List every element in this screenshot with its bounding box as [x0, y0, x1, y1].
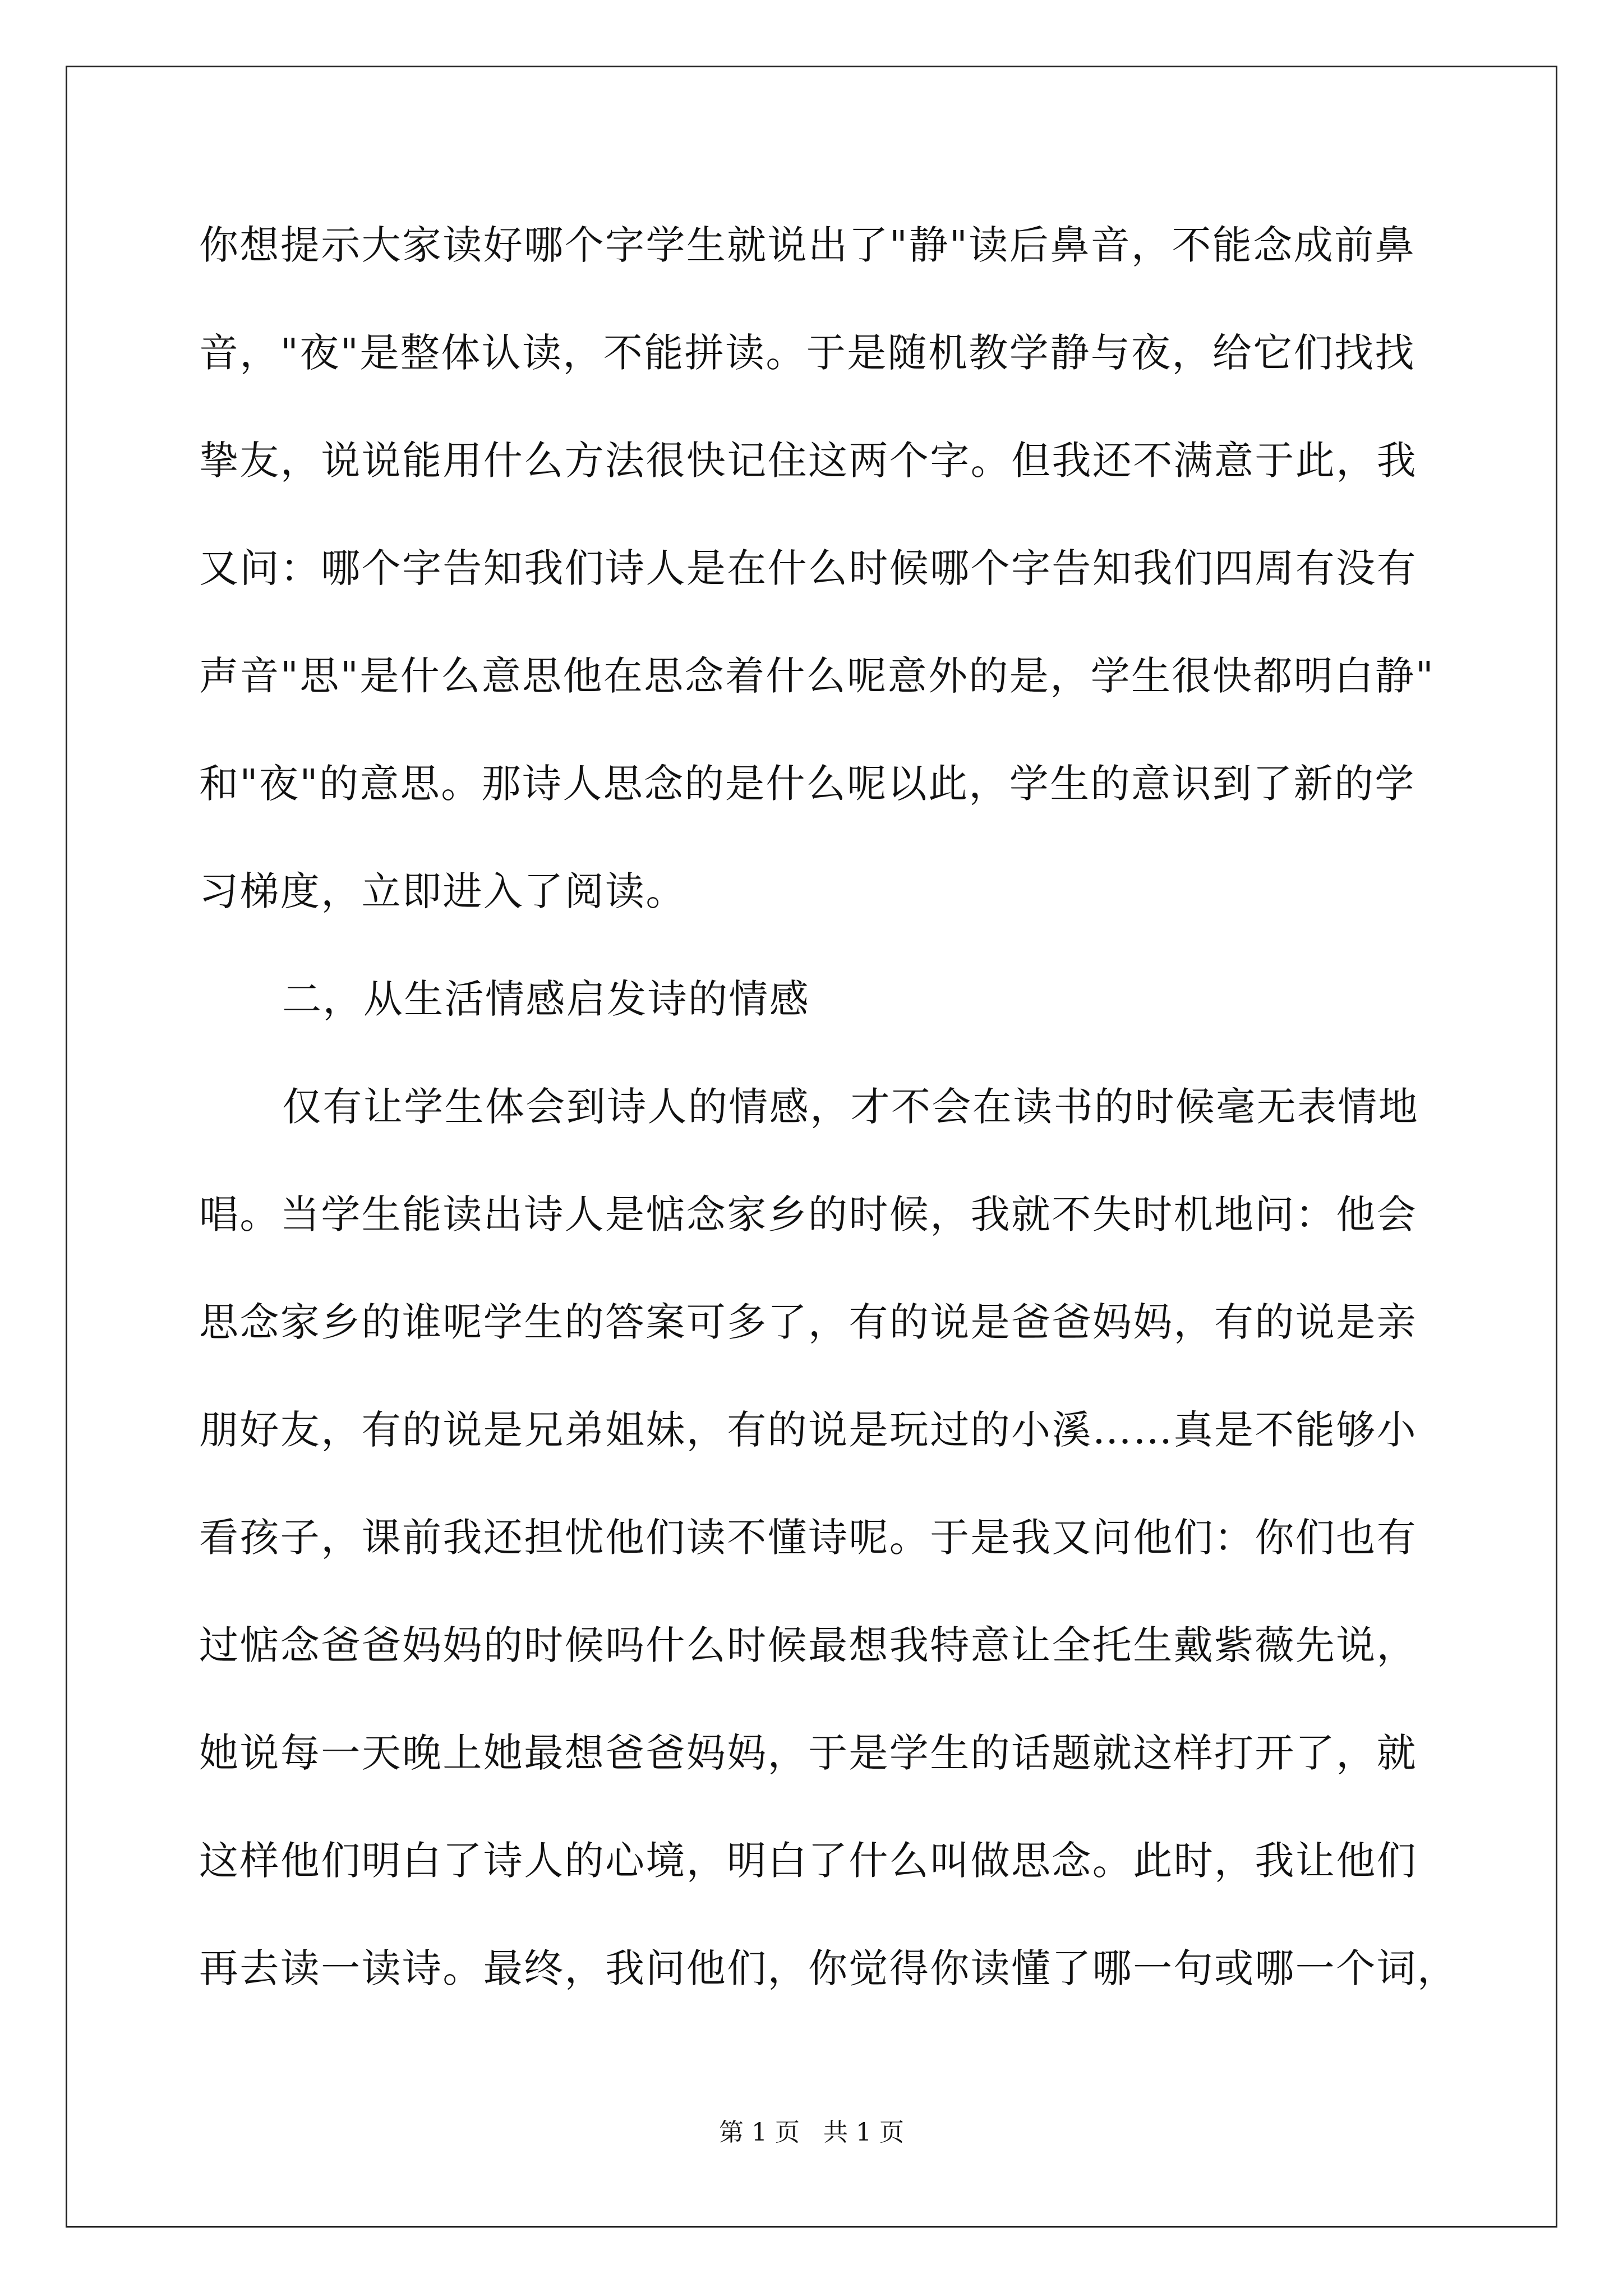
page-number-footer: 第 1 页 共 1 页: [719, 2118, 904, 2147]
section-heading: 二，从生活情感启发诗的情感: [282, 976, 810, 1022]
text-line: 声音"思"是什么意思他在思念着什么呢意外的是，学生很快都明白静": [199, 653, 1435, 699]
text-line: 再去读一读诗。最终，我问他们，你觉得你读懂了哪一句或哪一个词，: [199, 1945, 1458, 1991]
text-line: 音，"夜"是整体认读，不能拼读。于是随机教学静与夜，给它们找找: [199, 330, 1415, 376]
text-line: 看孩子，课前我还担忧他们读不懂诗呢。于是我又问他们：你们也有: [199, 1515, 1417, 1561]
text-line: 和"夜"的意思。那诗人思念的是什么呢以此，学生的意识到了新的学: [199, 761, 1415, 807]
text-line: 过惦念爸爸妈妈的时候吗什么时候最想我特意让全托生戴紫薇先说，: [199, 1622, 1417, 1668]
text-line: 习梯度，立即进入了阅读。: [199, 868, 686, 914]
text-line: 仅有让学生体会到诗人的情感，才不会在读书的时候毫无表情地: [282, 1084, 1419, 1130]
text-line: 思念家乡的谁呢学生的答案可多了，有的说是爸爸妈妈，有的说是亲: [199, 1299, 1417, 1345]
text-line: 朋好友，有的说是兄弟姐妹，有的说是玩过的小溪……真是不能够小: [199, 1407, 1417, 1453]
text-line: 你想提示大家读好哪个字学生就说出了"静"读后鼻音，不能念成前鼻: [199, 222, 1415, 268]
text-line: 挚友，说说能用什么方法很快记住这两个字。但我还不满意于此，我: [199, 438, 1417, 484]
text-line: 唱。当学生能读出诗人是惦念家乡的时候，我就不失时机地问：他会: [199, 1191, 1417, 1237]
page-border: [66, 66, 1557, 2228]
text-line: 这样他们明白了诗人的心境，明白了什么叫做思念。此时，我让他们: [199, 1838, 1417, 1884]
text-line: 她说每一天晚上她最想爸爸妈妈，于是学生的话题就这样打开了，就: [199, 1730, 1417, 1776]
text-line: 又问：哪个字告知我们诗人是在什么时候哪个字告知我们四周有没有: [199, 545, 1417, 591]
